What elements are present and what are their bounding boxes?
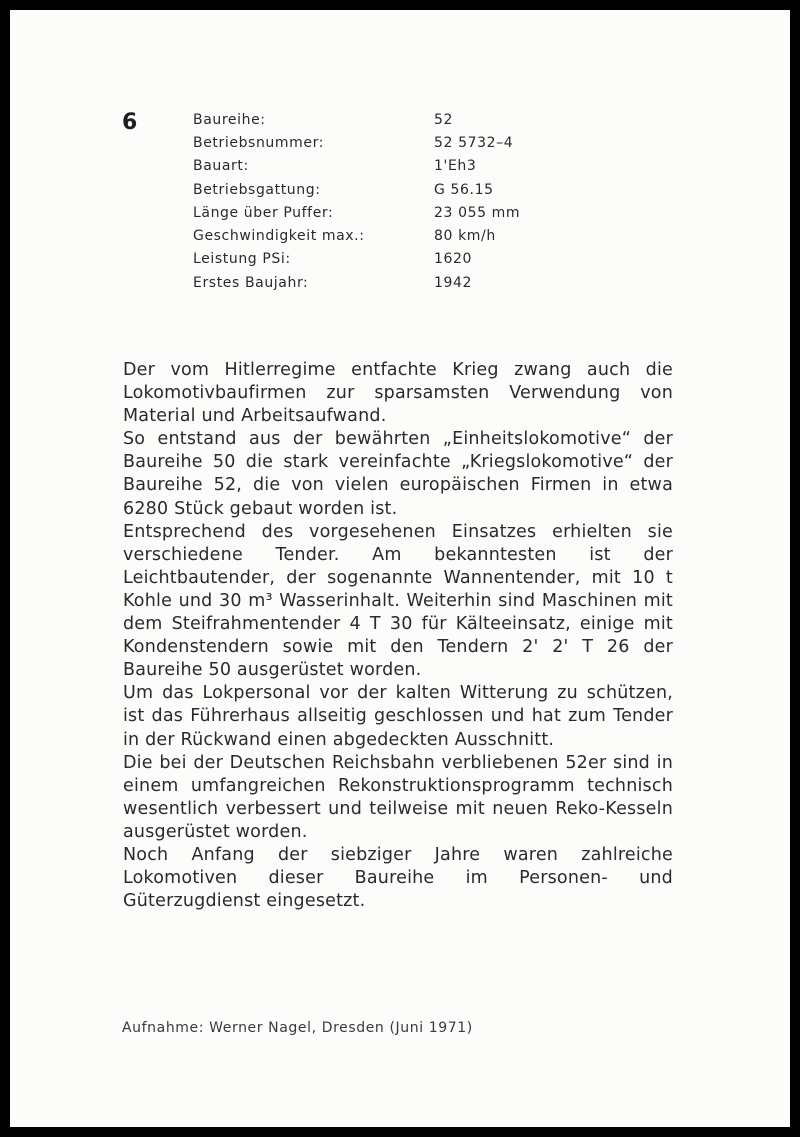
spec-row-betriebsnummer: [193, 131, 613, 154]
spec-label: Baureihe:: [193, 111, 266, 128]
spec-row-bauart: [193, 155, 613, 178]
spec-row-leistung: [193, 248, 613, 271]
spec-row-baujahr: [193, 271, 613, 294]
spec-table: [193, 108, 613, 294]
spec-value: 1'Eh3: [434, 158, 477, 175]
spec-row-geschwindigkeit: [193, 224, 613, 247]
spec-label: Länge über Puffer:: [193, 204, 334, 221]
spec-label: Betriebsnummer:: [193, 134, 325, 151]
spec-value: 52 5732–4: [434, 134, 514, 151]
paragraph: Der vom Hitlerregime entfachte Krieg zwang auch die Lokomotivbaufirmen zur sparsamsten Verwendung von Material und Arbeitsaufwand.: [123, 360, 673, 427]
spec-value: 23 055 mm: [434, 204, 521, 221]
spec-row-laenge: [193, 201, 613, 224]
description-text: [123, 359, 673, 913]
spec-row-betriebsgattung: [193, 178, 613, 201]
spec-label: Leistung PSi:: [193, 251, 291, 268]
spec-label: Geschwindigkeit max.:: [193, 228, 365, 245]
spec-value: 52: [434, 111, 454, 128]
paragraph: Entsprechend des vorgesehenen Einsatzes erhielten sie verschiedene Tender. Am bekanntesten ist der Leichtbautender, der sogenannte Wannentender, mit 10 t Kohle und 30 m³ Wasserinhalt. Weiterhin sind Maschinen mit dem Steifrahmentender 4 T 30 für Kälteeinsatz, einige mit Kondenstendern sowie mit den Tendern 2' 2' T 26 der Baureihe 50 ausgerüstet worden.: [123, 521, 673, 681]
spec-row-baureihe: [193, 108, 613, 131]
card-number: 6: [122, 110, 138, 135]
paragraph: Die bei der Deutschen Reichsbahn verbliebenen 52er sind in einem umfangreichen Rekonstruktionsprogramm technisch wesentlich verbessert und teilweise mit neuen Reko-Kesseln ausgerüstet worden.: [123, 752, 673, 842]
spec-value: 1620: [434, 251, 473, 268]
spec-value: 80 km/h: [434, 228, 496, 245]
paragraph: Noch Anfang der siebziger Jahre waren zahlreiche Lokomotiven dieser Baureihe im Personen- und Güterzugdienst eingesetzt.: [123, 844, 673, 912]
spec-label: Bauart:: [193, 158, 249, 175]
spec-value: 1942: [434, 274, 473, 291]
paragraph: Um das Lokpersonal vor der kalten Witterung zu schützen, ist das Führerhaus allseitig geschlossen und hat zum Tender in der Rückwand einen abgedeckten Ausschnitt.: [123, 683, 673, 750]
photo-credit: Aufnahme: Werner Nagel, Dresden (Juni 1971): [122, 1020, 473, 1036]
postcard-back: [10, 10, 790, 1127]
spec-value: G 56.15: [434, 181, 494, 198]
spec-label: Betriebsgattung:: [193, 181, 321, 198]
paragraph: So entstand aus der bewährten „Einheitslokomotive“ der Baureihe 50 die stark vereinfachte „Kriegslokomotive“ der Baureihe 52, die von vielen europäischen Firmen in etwa 6280 Stück gebaut worden ist.: [123, 429, 673, 519]
spec-label: Erstes Baujahr:: [193, 274, 309, 291]
